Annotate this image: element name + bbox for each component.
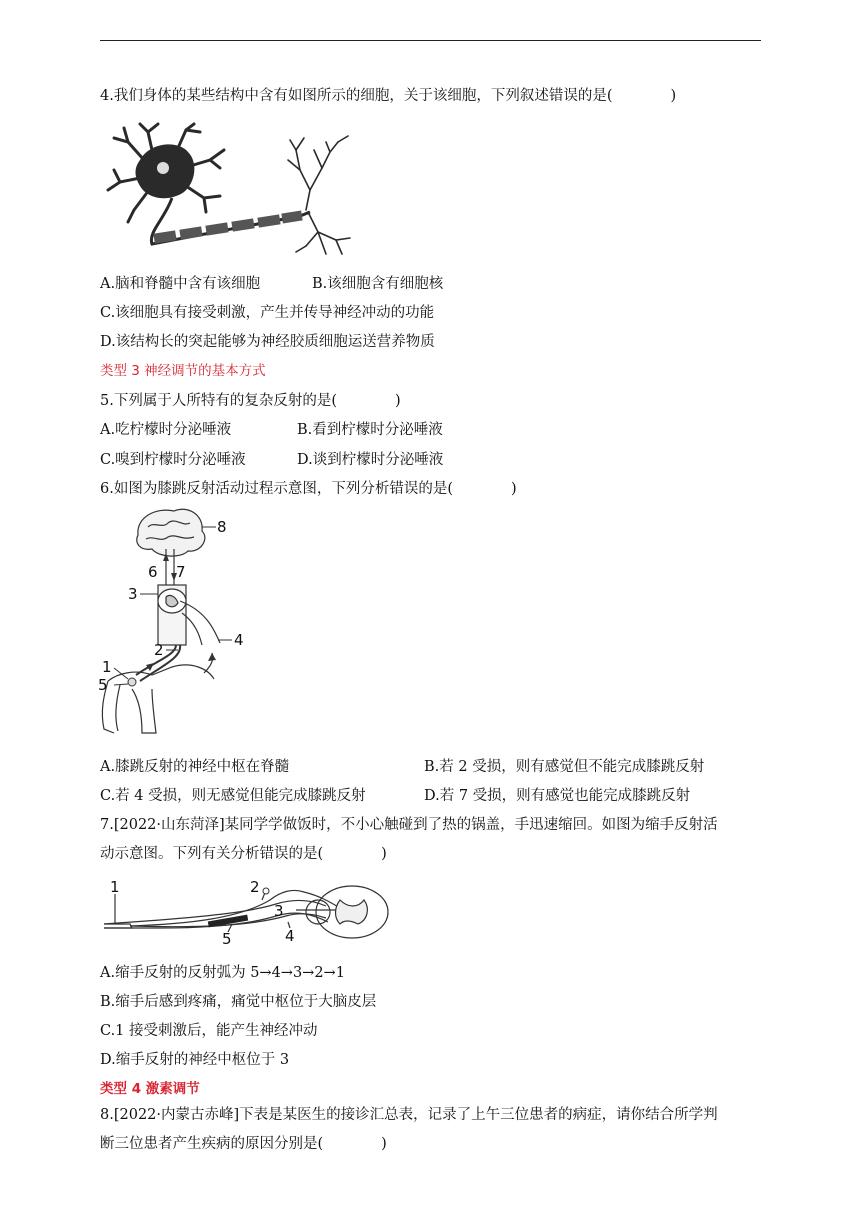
q5-stem: 5.下列属于人所特有的复杂反射的是( ) xyxy=(100,393,401,409)
q7-stem-line1: 7.[2022·山东菏泽]某同学学做饭时，不小心触碰到了热的锅盖，手迅速缩回。如图为缩手反射活 xyxy=(100,817,718,833)
q6-option-d: D.若 7 受损，则有感觉也能完成膝跳反射 xyxy=(424,788,691,804)
label-1: 1 xyxy=(102,658,112,676)
q5-option-b: B.看到柠檬时分泌唾液 xyxy=(297,422,443,438)
q6-option-c: C.若 4 受损，则无感觉但能完成膝跳反射 xyxy=(100,788,366,804)
q6-option-a: A.膝跳反射的神经中枢在脊髓 xyxy=(100,759,290,775)
section-heading-type3: 类型 3 神经调节的基本方式 xyxy=(100,363,266,379)
withdrawal-reflex-figure xyxy=(100,878,400,946)
q5-option-a: A.吃柠檬时分泌唾液 xyxy=(100,422,232,438)
label-2: 2 xyxy=(154,641,164,659)
q8-stem-line2: 断三位患者产生疾病的原因分别是( ) xyxy=(100,1136,387,1152)
header-rule xyxy=(100,40,761,41)
q7-option-c: C.1 接受刺激后，能产生神经冲动 xyxy=(100,1023,318,1039)
label-7: 7 xyxy=(176,563,186,581)
section-heading-type4: 类型 4 激素调节 xyxy=(100,1081,200,1097)
q4-option-a: A.脑和脊髓中含有该细胞 xyxy=(100,276,261,292)
q4-option-b: B.该细胞含有细胞核 xyxy=(312,276,444,292)
label-1: 1 xyxy=(110,878,120,896)
neuron-figure xyxy=(100,120,362,262)
label-3: 3 xyxy=(128,585,138,603)
knee-jerk-reflex-figure xyxy=(96,505,256,745)
q6-stem: 6.如图为膝跳反射活动过程示意图，下列分析错误的是( ) xyxy=(100,481,517,497)
q7-option-d: D.缩手反射的神经中枢位于 3 xyxy=(100,1052,290,1068)
label-5: 5 xyxy=(222,930,232,946)
q6-option-b: B.若 2 受损，则有感觉但不能完成膝跳反射 xyxy=(424,759,705,775)
q8-stem-line1: 8.[2022·内蒙古赤峰]下表是某医生的接诊汇总表，记录了上午三位患者的病症，请你结合所学判 xyxy=(100,1107,718,1123)
q4-option-d: D.该结构长的突起能够为神经胶质细胞运送营养物质 xyxy=(100,334,435,350)
label-5: 5 xyxy=(98,676,108,694)
q4-stem: 4.我们身体的某些结构中含有如图所示的细胞，关于该细胞，下列叙述错误的是( ) xyxy=(100,88,677,104)
label-4: 4 xyxy=(234,631,244,649)
q4-option-c: C.该细胞具有接受刺激，产生并传导神经冲动的功能 xyxy=(100,305,435,321)
label-2: 2 xyxy=(250,878,260,896)
label-4: 4 xyxy=(285,927,295,945)
q7-stem-line2: 动示意图。下列有关分析错误的是( ) xyxy=(100,846,387,862)
label-6: 6 xyxy=(148,563,158,581)
label-3: 3 xyxy=(274,902,284,920)
q7-option-a: A.缩手反射的反射弧为 5→4→3→2→1 xyxy=(100,965,345,981)
q7-option-b: B.缩手后感到疼痛，痛觉中枢位于大脑皮层 xyxy=(100,994,377,1010)
label-8: 8 xyxy=(217,518,227,536)
q5-option-c: C.嗅到柠檬时分泌唾液 xyxy=(100,452,246,468)
q5-option-d: D.谈到柠檬时分泌唾液 xyxy=(297,452,444,468)
